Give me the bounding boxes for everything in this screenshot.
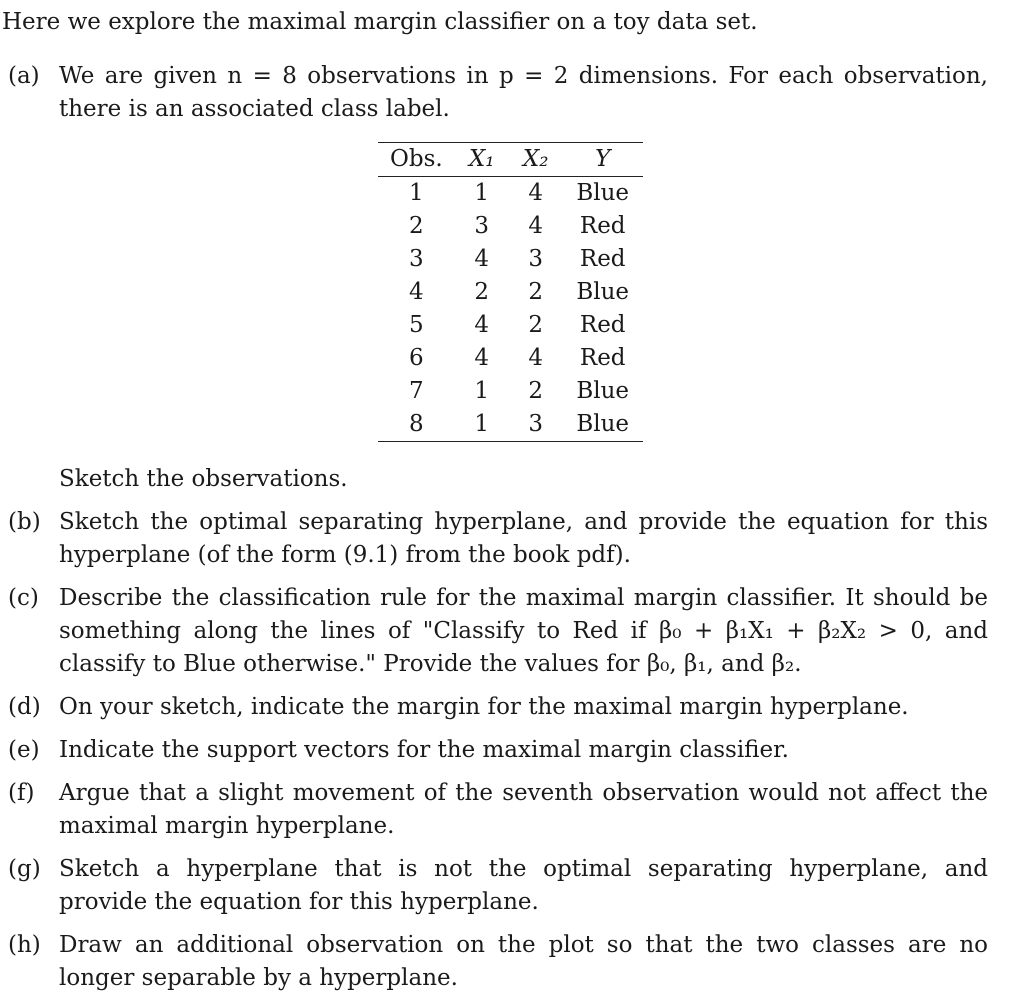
cell-x2: 3 (509, 408, 563, 442)
table-row (378, 243, 643, 276)
cell-x2: 2 (528, 378, 544, 404)
header-obs: Obs. (378, 143, 455, 177)
part-g-text: Sketch a hyperplane that is not the optimal separating hyperplane, and provide the equation for this hyperplane. (59, 856, 988, 915)
cell-y: Red (579, 345, 626, 371)
part-b-label: (b) (8, 509, 41, 535)
part-b (8, 506, 988, 572)
cell-obs: 7 (409, 378, 424, 404)
observations-table (378, 142, 643, 442)
part-d-label: (d) (8, 694, 41, 720)
cell-x1: 1 (474, 378, 490, 404)
part-g (8, 853, 988, 919)
part-b-text: Sketch the optimal separating hyperplane, and provide the equation for this hyperplane (of the form (9.1) from the book pdf). (59, 509, 988, 568)
header-y: Y (563, 143, 643, 177)
part-a-text: We are given n = 8 observations in p = 2 dimensions. For each observation, there is an associated class label. (59, 63, 988, 122)
part-h-label: (h) (8, 932, 41, 958)
part-h (8, 929, 988, 995)
cell-x1: 4 (474, 345, 490, 371)
part-e-text: Indicate the support vectors for the maximal margin classifier. (59, 737, 789, 763)
cell-x1: 1 (455, 408, 509, 442)
cell-obs: 3 (409, 246, 424, 272)
table-row (378, 408, 643, 442)
table-row (378, 375, 643, 408)
sketch-instruction: Sketch the observations. (59, 466, 348, 492)
part-h-text: Draw an additional observation on the plot so that the two classes are no longer separable by a hyperplane. (59, 932, 988, 991)
table-header-row (378, 143, 643, 177)
header-x1: X₁ (455, 143, 509, 177)
cell-obs: 6 (409, 345, 424, 371)
table-row (378, 342, 643, 375)
cell-obs: 1 (409, 180, 424, 206)
part-d-text: On your sketch, indicate the margin for the maximal margin hyperplane. (59, 694, 909, 720)
cell-x2: 2 (528, 312, 544, 338)
cell-x2: 2 (528, 279, 544, 305)
cell-x2: 4 (528, 345, 544, 371)
cell-y: Blue (576, 180, 630, 206)
cell-x2: 4 (528, 180, 544, 206)
part-e-label: (e) (8, 737, 40, 763)
cell-obs: 5 (409, 312, 424, 338)
cell-y: Red (579, 246, 626, 272)
header-x2: X₂ (509, 143, 563, 177)
cell-y: Blue (576, 279, 630, 305)
cell-obs: 2 (409, 213, 424, 239)
cell-x1: 4 (474, 246, 490, 272)
part-c-text: Describe the classification rule for the maximal margin classifier. It should be something along the lines of "Classify to Red if β₀ + β₁X₁ + β₂X₂ > 0, and classify to Blue otherwise." Provide the values for β₀, β₁, and β₂. (59, 585, 988, 677)
cell-obs: 4 (409, 279, 424, 305)
table-row (378, 309, 643, 342)
table-row (378, 210, 643, 243)
part-f-text: Argue that a slight movement of the seventh observation would not affect the maximal margin hyperplane. (59, 780, 988, 839)
cell-x1: 3 (474, 213, 490, 239)
part-c (8, 582, 988, 681)
part-a (8, 60, 988, 126)
cell-y: Red (579, 312, 626, 338)
part-d (8, 691, 988, 724)
cell-x2: 3 (528, 246, 544, 272)
cell-y: Blue (576, 378, 630, 404)
part-a-label: (a) (8, 63, 40, 89)
table-row (378, 177, 643, 211)
cell-obs: 8 (378, 408, 455, 442)
part-f-label: (f) (8, 780, 35, 806)
cell-x2: 4 (528, 213, 544, 239)
intro-text: Here we explore the maximal margin classifier on a toy data set. (2, 9, 758, 35)
table-row (378, 276, 643, 309)
cell-x1: 4 (474, 312, 490, 338)
cell-y: Red (579, 213, 626, 239)
part-f (8, 777, 988, 843)
cell-x1: 1 (474, 180, 490, 206)
cell-y: Blue (563, 408, 643, 442)
part-c-label: (c) (8, 585, 39, 611)
cell-x1: 2 (474, 279, 490, 305)
part-g-label: (g) (8, 856, 41, 882)
part-e (8, 734, 988, 767)
